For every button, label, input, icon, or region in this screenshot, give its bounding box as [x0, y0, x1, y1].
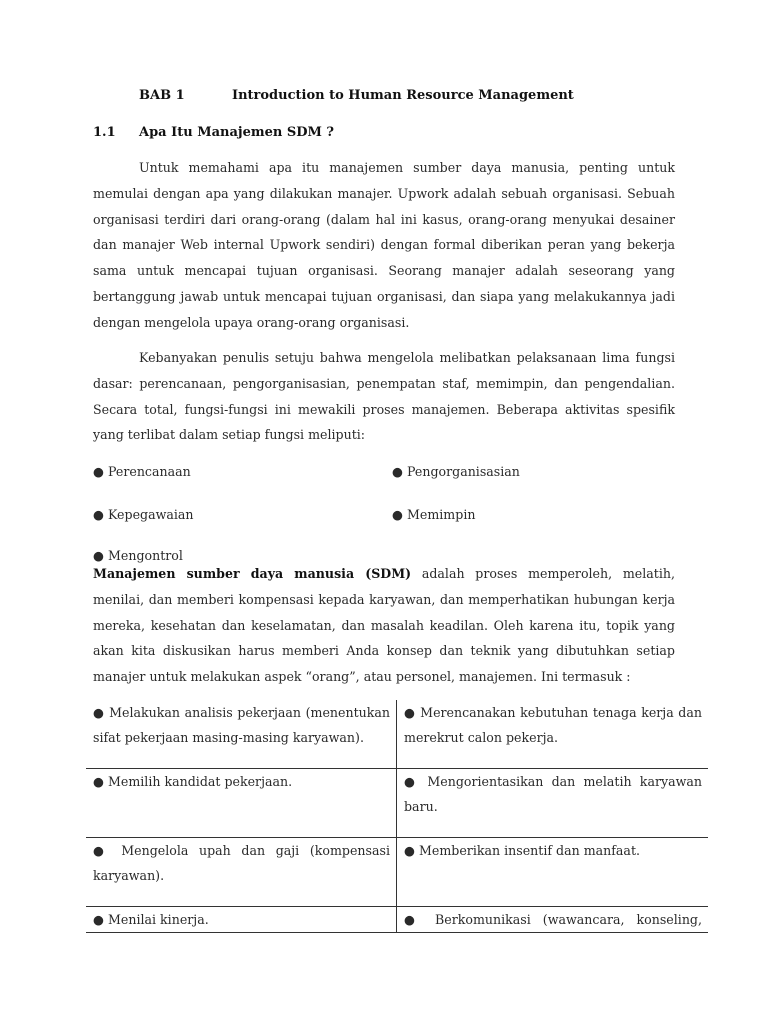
paragraph-functions: Kebanyakan penulis setuju bahwa mengelola melibatkan pelaksanaan lima fungsi dasar: perencanaan, pengorganisasian, penempatan staf, memimpin, dan pengendalian. Secara total, fungsi-fungsi ini mewakili proses manajemen. Beberapa aktivitas spesifik yang terlibat dalam setiap fungsi meliputi:: [93, 350, 675, 443]
paragraph-intro: Untuk memahami apa itu manajemen sumber daya manusia, penting untuk memulai dengan apa yang dilakukan manajer. Upwork adalah sebuah organisasi. Sebuah organisasi terdiri dari orang-orang (dalam hal ini kasus, orang-orang menyukai desainer dan manajer Web internal Upwork sendiri) dengan formal diberikan peran yang bekerja sama untuk mencapai tujuan organisasi. Seorang manajer adalah seseorang yang bertanggung jawab untuk mencapai tujuan organisasi, dan siapa yang melakukannya jadi dengan mengelola upaya orang-orang organisasi.: [93, 160, 675, 330]
table-row: [86, 700, 708, 769]
list-item-function: ● Memimpin: [392, 507, 476, 522]
table-cell: ● Melakukan analisis pekerjaan (menentukan sifat pekerjaan masing-masing karyawan).: [86, 700, 397, 769]
activities-table: [86, 700, 708, 933]
table-cell: ● Mengelola upah dan gaji (kompensasi karyawan).: [86, 838, 397, 907]
table-cell: ● Berkomunikasi (wawancara, konseling,: [397, 907, 709, 933]
table-cell: ● Merencanakan kebutuhan tenaga kerja dan merekrut calon pekerja.: [397, 700, 709, 769]
table-row: [86, 769, 708, 838]
list-item-function: ● Kepegawaian: [93, 507, 194, 522]
table-cell: ● Memilih kandidat pekerjaan.: [86, 769, 397, 838]
section-title: Apa Itu Manajemen SDM ?: [139, 125, 335, 140]
table-cell: ● Memberikan insentif dan manfaat.: [397, 838, 709, 907]
table-row: [86, 907, 708, 933]
section-number: 1.1: [93, 125, 116, 140]
list-item-function: ● Pengorganisasian: [392, 464, 520, 479]
paragraph-definition: [93, 561, 675, 690]
chapter-number: BAB 1: [139, 88, 185, 103]
definition-text: adalah proses memperoleh, melatih, menilai, dan memberi kompensasi kepada karyawan, dan memperhatikan hubungan kerja mereka, kesehatan dan keselamatan, dan masalah keadilan. Oleh karena itu, topik yang akan kita diskusikan harus memberi Anda konsep dan teknik yang dibutuhkan setiap manajer untuk melakukan aspek “orang”, atau personel, manajemen. Ini termasuk :: [93, 566, 675, 685]
table-row: [86, 838, 708, 907]
list-item-function: ● Mengontrol: [93, 548, 183, 563]
definition-term: Manajemen sumber daya manusia (SDM): [93, 566, 412, 581]
table-cell: ● Mengorientasikan dan melatih karyawan baru.: [397, 769, 709, 838]
chapter-title: Introduction to Human Resource Management: [232, 88, 574, 103]
table-cell: ● Menilai kinerja.: [86, 907, 397, 933]
list-item-function: ● Perencanaan: [93, 464, 191, 479]
